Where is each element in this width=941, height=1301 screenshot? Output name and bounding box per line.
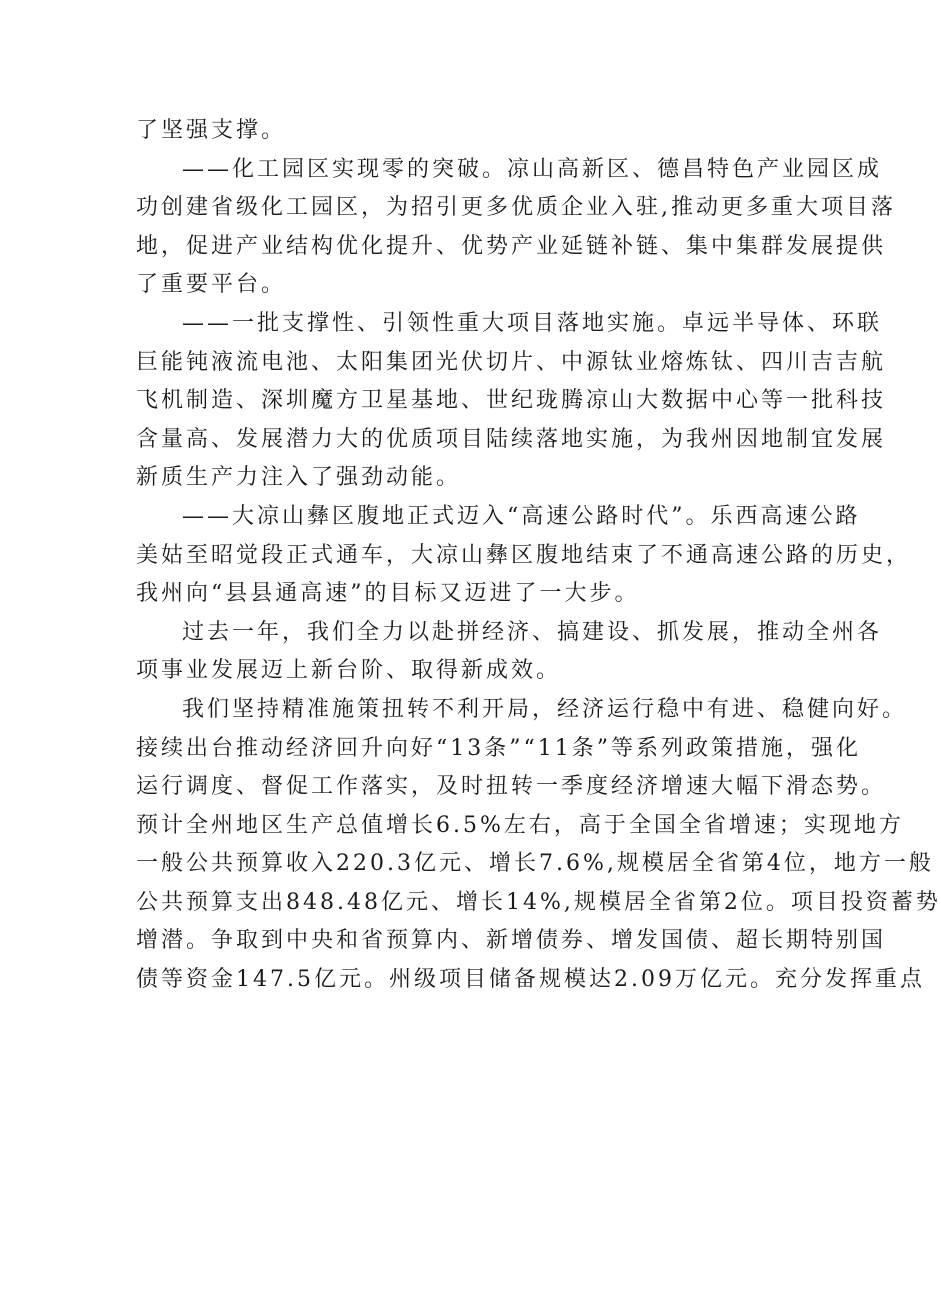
text-line: 债等资金147.5亿元。州级项目储备规模达2.09万亿元。充分发挥重点 xyxy=(136,967,925,993)
text-line: 巨能钝液流电池、太阳集团光伏切片、中源钛业熔炼钛、四川吉吉航 xyxy=(136,349,887,375)
paragraph-highway-era: ——大凉山彝区腹地正式迈入“高速公路时代”。乐西高速公路 xyxy=(182,503,861,529)
body-text xyxy=(136,112,941,1000)
text-line: 接续出台推动经济回升向好“13条”“11条”等系列政策措施，强化 xyxy=(136,735,861,761)
paragraph-chemical-park: ——化工园区实现零的突破。凉山高新区、德昌特色产业园区成 xyxy=(182,156,883,182)
text-line: 地，促进产业结构优化提升、优势产业延链补链、集中集群发展提供 xyxy=(136,233,887,259)
text-line: 我州向“县县通高速”的目标又迈进了一大步。 xyxy=(136,581,640,607)
text-line: 了重要平台。 xyxy=(136,272,287,298)
text-line: 飞机制造、深圳魔方卫星基地、世纪珑腾凉山大数据中心等一批科技 xyxy=(136,388,887,414)
text-line: 运行调度、督促工作落实，及时扭转一季度经济增速大幅下滑态势。 xyxy=(136,774,887,800)
paragraph-economy: 我们坚持精准施策扭转不利开局，经济运行稳中有进、稳健向好。 xyxy=(182,696,908,722)
text-line: 含量高、发展潜力大的优质项目陆续落地实施，为我州因地制宜发展 xyxy=(136,426,887,452)
text-line: 美姑至昭觉段正式通车，大凉山彝区腹地结束了不通高速公路的历史， xyxy=(136,542,912,568)
text-line: 项事业发展迈上新台阶、取得新成效。 xyxy=(136,658,562,684)
paragraph-major-projects: ——一批支撑性、引领性重大项目落地实施。卓远半导体、环联 xyxy=(182,310,883,336)
text-line: 一般公共预算收入220.3亿元、增长7.6%,规模居全省第4位，地方一般 xyxy=(136,851,934,877)
paragraph-past-year: 过去一年，我们全力以赴拼经济、搞建设、抓发展，推动全州各 xyxy=(182,619,883,645)
text-line: 了坚强支撑。 xyxy=(136,118,287,143)
text-line: 公共预算支出848.48亿元、增长14%,规模居全省第2位。项目投资蓄势 xyxy=(136,889,941,915)
text-line: 增潜。争取到中央和省预算内、新增债券、增发国债、超长期特别国 xyxy=(136,928,887,954)
text-line: 预计全州地区生产总值增长6.5%左右，高于全国全省增速；实现地方 xyxy=(136,812,904,838)
text-line: 新质生产力注入了强劲动能。 xyxy=(136,465,462,491)
text-line: 功创建省级化工园区，为招引更多优质企业入驻,推动更多重大项目落 xyxy=(136,195,896,221)
